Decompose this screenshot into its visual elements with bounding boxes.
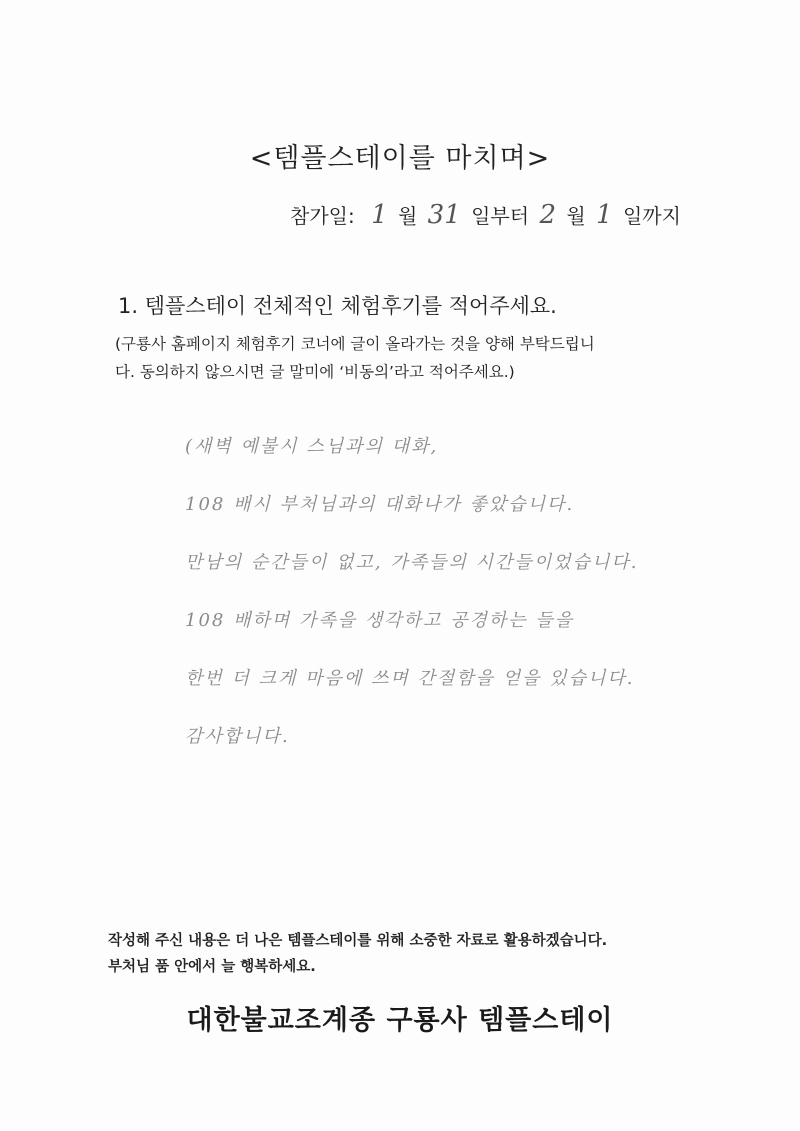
answer-line: 108 배시 부처님과의 대화나가 좋았습니다. [185,494,575,515]
start-day-handwritten: 31 [427,200,461,230]
end-day-handwritten: 1 [596,200,613,230]
closing-message [108,928,607,980]
answer-line: 한번 더 크게 마음에 쓰며 간절함을 얻을 있습니다. [185,668,635,689]
question-title: 1. 템플스테이 전체적인 체험후기를 적어주세요. [118,294,557,318]
question-note-line-1: (구룡사 홈페이지 체험후기 코너에 글이 올라가는 것을 양해 부탁드립니 [115,335,595,353]
document-title: <템플스테이를 마치며> [249,143,551,174]
start-month-handwritten: 1 [371,200,388,230]
until-word: 일까지 [622,204,681,228]
participation-dates [290,200,681,230]
end-month-handwritten: 2 [539,200,556,230]
question-note [115,330,695,386]
answer-line: 만남의 순간들이 없고, 가족들의 시간들이었습니다. [185,552,639,573]
closing-line-2: 부처님 품 안에서 늘 행복하세요. [108,959,316,975]
month-word-2: 월 [566,204,586,228]
closing-line-1: 작성해 주신 내용은 더 나은 템플스테이를 위해 소중한 자료로 활용하겠습니다. [108,933,608,949]
month-word-1: 월 [397,204,418,228]
dates-label: 참가일: [290,204,355,228]
organization-name: 대한불교조계종 구룡사 템플스테이 [186,1005,614,1036]
answer-line: (새벽 예불시 스님과의 대화, [185,436,439,457]
handwritten-answer [185,418,785,766]
answer-line: 감사합니다. [185,726,290,747]
answer-line: 108 배하며 가족을 생각하고 공경하는 들을 [185,610,575,631]
question-note-line-2: 다. 동의하지 않으시면 글 말미에 ‘비동의’라고 적어주세요.) [115,363,515,381]
from-word: 일부터 [471,204,530,228]
